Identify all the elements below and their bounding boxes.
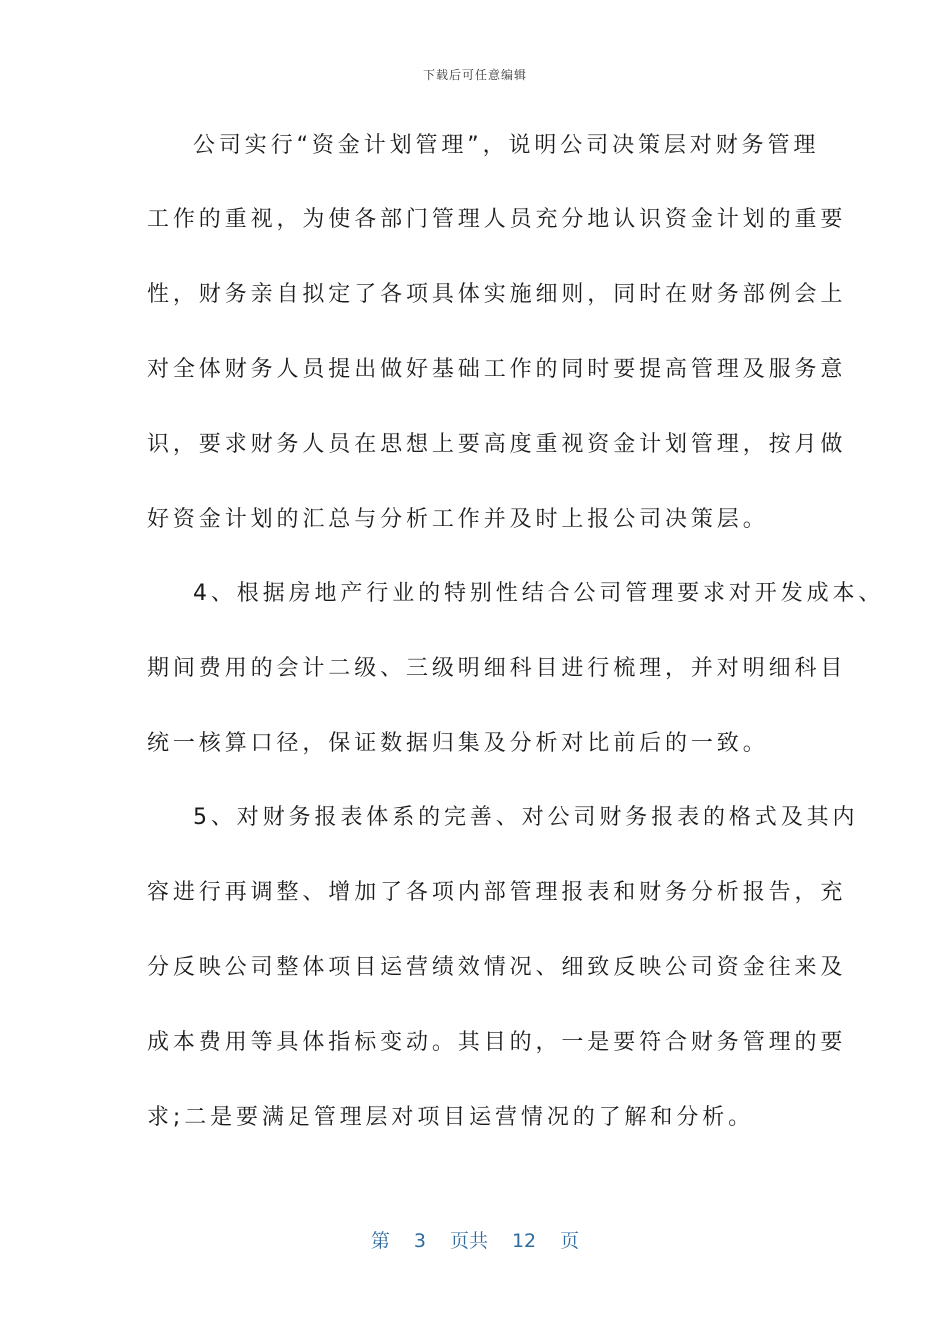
paragraph-line: 好资金计划的汇总与分析工作并及时上报公司决策层。 xyxy=(147,507,769,532)
paragraph-line: 工作的重视，为使各部门管理人员充分地认识资金计划的重要 xyxy=(147,207,847,232)
paragraph-line: 统一核算口径，保证数据归集及分析对比前后的一致。 xyxy=(147,731,769,756)
footer-page-number: 3 xyxy=(413,1230,426,1252)
paragraph-line: 公司实行“资金计划管理”，说明公司决策层对财务管理 xyxy=(193,133,820,158)
paragraph-line: 5、对财务报表体系的完善、对公司财务报表的格式及其内 xyxy=(193,805,859,830)
paragraph-line: 性，财务亲自拟定了各项具体实施细则，同时在财务部例会上 xyxy=(147,282,847,307)
paragraph-line: 识，要求财务人员在思想上要高度重视资金计划管理，按月做 xyxy=(147,432,847,457)
paragraph-line: 成本费用等具体指标变动。其目的，一是要符合财务管理的要 xyxy=(147,1030,847,1055)
paragraph-line: 分反映公司整体项目运营绩效情况、细致反映公司资金往来及 xyxy=(147,955,847,980)
footer-page-prefix: 第 xyxy=(370,1230,390,1252)
paragraph-line: 对全体财务人员提出做好基础工作的同时要提高管理及服务意 xyxy=(147,357,847,382)
footer-page-middle: 页共 xyxy=(449,1230,488,1252)
paragraph-line: 求;二是要满足管理层对项目运营情况的了解和分析。 xyxy=(147,1105,755,1130)
paragraph-line: 4、根据房地产行业的特别性结合公司管理要求对开发成本、 xyxy=(193,581,885,606)
footer-page-suffix: 页 xyxy=(560,1230,580,1252)
footer-page-total: 12 xyxy=(511,1230,537,1252)
paragraph-line: 期间费用的会计二级、三级明细科目进行梳理，并对明细科目 xyxy=(147,656,847,681)
page-footer xyxy=(0,1226,950,1253)
paragraph-line: 容进行再调整、增加了各项内部管理报表和财务分析报告，充 xyxy=(147,880,847,905)
page-header-note: 下载后可任意编辑 xyxy=(422,68,527,82)
